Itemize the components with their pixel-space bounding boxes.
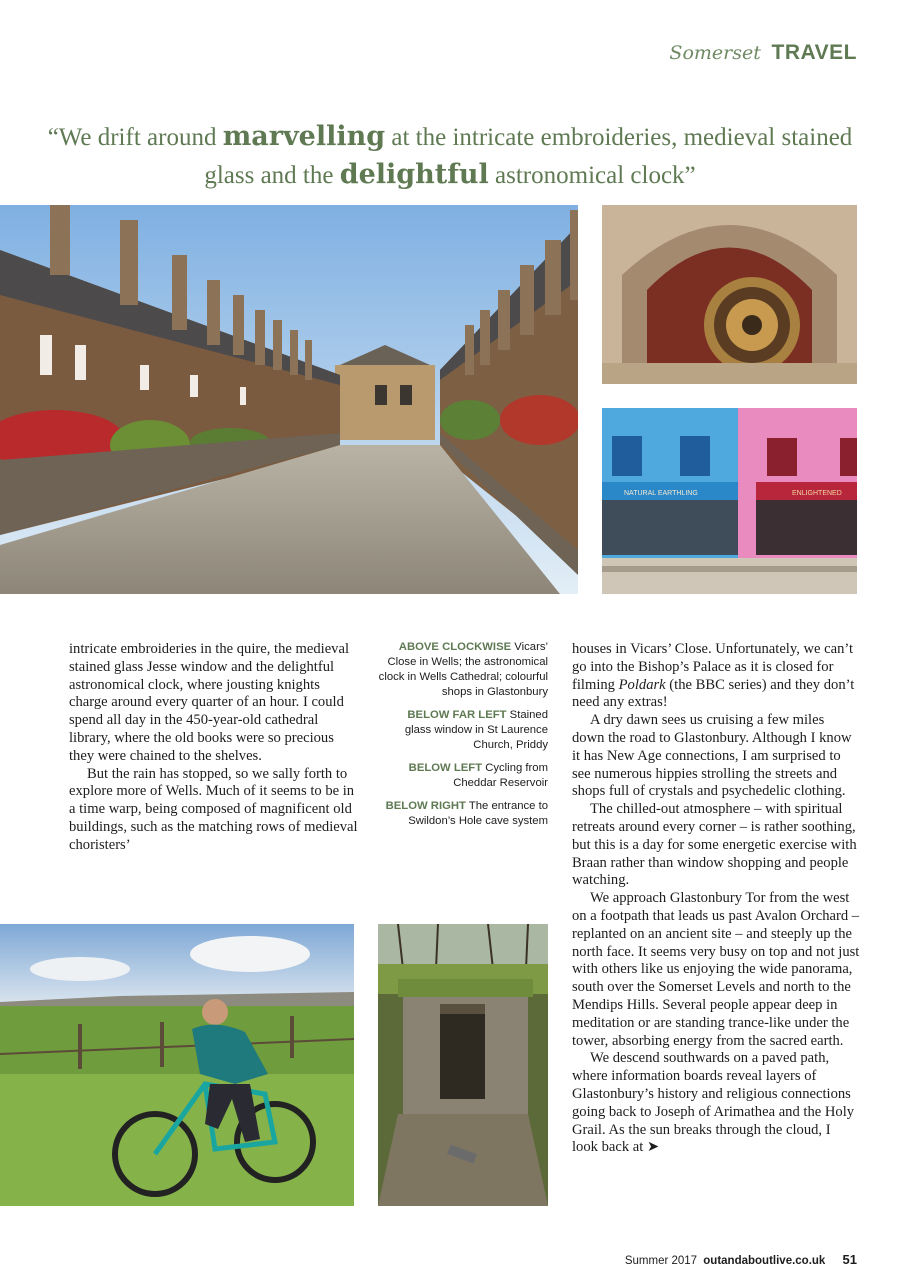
quote-text: at the intricate embroideries, medieval stained glass and the [204,124,853,189]
page-footer [625,1252,857,1267]
caption-text: The entrance to Swildon’s Hole cave system [408,800,548,827]
body-paragraph: We descend southwards on a paved path, where information boards reveal layers of Glastonbury’s history and religious connections going back to Joseph of Arimathea and the Holy Grail. As the sun breaks through the cloud, I look back at ➤ [572,1050,855,1156]
body-paragraph: A dry dawn sees us cruising a few miles down the road to Glastonbury. Although I know it has New Age connections, I am surprised to see numerous hippies strolling the streets and shops full of crystals and psychedelic clothing. [572,712,852,800]
body-paragraph: The chilled-out atmosphere – with spiritual retreats around every corner – is rather soothing, but this is a day for some energetic exercise with Braan rather than window shopping and people watching. [572,801,857,889]
caption-text: Cycling from Cheddar Reservoir [453,762,548,789]
page-number: 51 [842,1252,857,1267]
body-text-italic: Poldark [618,676,666,693]
photo-glastonbury-shops [602,408,857,594]
caption-label: ABOVE CLOCKWISE [398,641,512,653]
body-paragraph: We approach Glastonbury Tor from the west on a footpath that leads us past Avalon Orchard – replanted on an ancient site – and steeply up the north face. It seems very busy on top and not just with others like us enjoying the wide panorama, south over the Somerset Levels and north to the Mendips Hills. Several people appear deep in meditation or are standing trance-like under the tower, absorbing energy from the sacred earth. [572,890,860,1049]
section-title: TRAVEL [771,41,857,64]
body-paragraph [572,641,860,712]
photo-astronomical-clock [602,205,857,384]
issue-label: Summer 2017 [624,1255,698,1267]
body-column-1 [69,641,359,855]
body-column-3 [572,641,860,1157]
quote-text: “We drift around [47,124,223,151]
caption [378,708,548,753]
photo-swildons-hole [378,924,548,1206]
caption-label: BELOW LEFT [408,762,483,774]
section-location: Somerset [669,42,761,64]
body-text: houses in Vicars’ Close. Unfortunately, we can’t go into the Bishop’s Palace as it is closed for filming [572,641,854,693]
photo-cyclist [0,924,354,1206]
shop-sign-right: ENLIGHTENED [792,490,842,497]
body-paragraph: intricate embroideries in the quire, the medieval stained glass Jesse window and the delightful astronomical clock, where jousting knights charge around every quarter of an hour. I could spend all day in the 450-year-old cathedral library, where the old books were so precious they were chained to the shelves. [69,641,350,764]
caption-label: BELOW FAR LEFT [407,709,507,721]
caption-text: Vicars’ Close in Wells; the astronomical clock in Wells Cathedral; colourful shops in Glastonbury [378,641,548,698]
photo-vicars-close [0,205,578,594]
body-paragraph: But the rain has stopped, so we sally forth to explore more of Wells. Much of it seems to be in a time warp, being composed of magnificent old buildings, such as the matching rows of medieval choristers’ [69,765,358,853]
pull-quote [40,118,860,194]
caption-text: Stained glass window in St Laurence Church, Priddy [404,709,548,751]
caption [378,761,548,791]
caption [378,640,548,700]
photo-captions [378,640,548,837]
caption-label: BELOW RIGHT [385,800,466,812]
quote-emphasis: delightful [339,159,489,190]
quote-text: astronomical clock” [488,162,696,189]
website-link[interactable]: outandaboutlive.co.uk [703,1255,826,1267]
section-header [669,40,857,65]
quote-emphasis: marvelling [222,121,386,152]
shop-sign-left: NATURAL EARTHLING [624,490,698,497]
caption [378,799,548,829]
body-text: (the BBC series) and they don’t need any extras! [572,676,855,711]
